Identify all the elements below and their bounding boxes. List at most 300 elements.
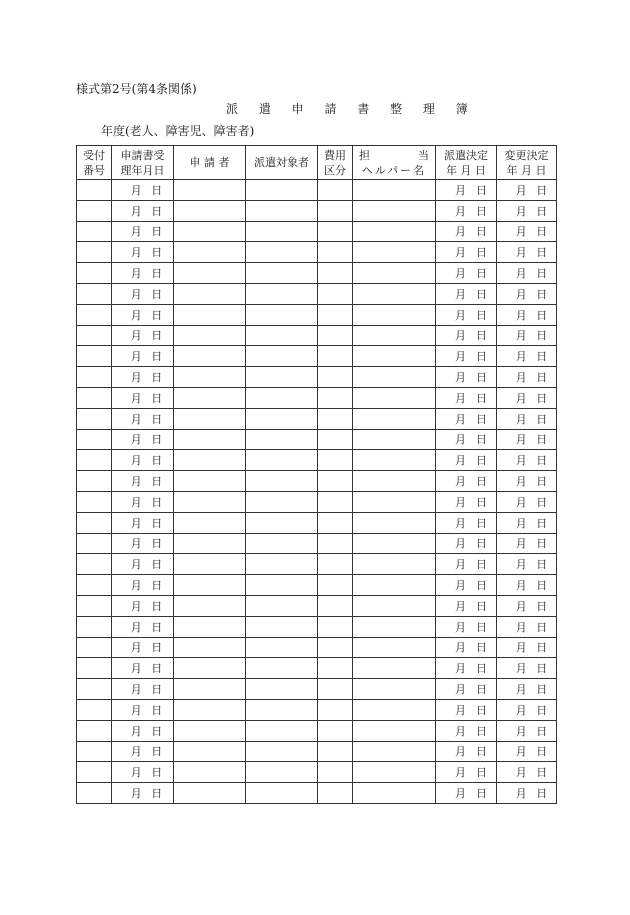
receipt-number-cell[interactable] (77, 200, 112, 221)
day-label: 日 (476, 412, 487, 426)
day-label: 日 (536, 703, 548, 717)
applicant-cell[interactable] (174, 699, 246, 720)
receipt-date-cell[interactable] (112, 429, 174, 450)
receipt-date-cell[interactable] (112, 575, 174, 596)
table-row (77, 554, 557, 575)
receipt-date-cell[interactable] (112, 658, 174, 679)
month-label: 月 (515, 537, 527, 551)
dispatch-decision-date-cell[interactable] (436, 387, 497, 408)
cost-category-cell[interactable] (318, 533, 353, 554)
cost-category-cell[interactable] (318, 346, 353, 367)
month-label: 月 (455, 766, 466, 780)
receipt-number-cell[interactable] (77, 367, 112, 388)
receipt-number-cell[interactable] (77, 387, 112, 408)
change-decision-date-cell[interactable] (497, 221, 557, 242)
dispatch-decision-date-cell[interactable] (436, 720, 497, 741)
receipt-date-cell[interactable] (112, 512, 174, 533)
cost-category-cell[interactable] (318, 658, 353, 679)
change-decision-date-cell[interactable] (497, 762, 557, 783)
receipt-number-cell[interactable] (77, 221, 112, 242)
dispatch-target-cell[interactable] (246, 720, 318, 741)
assigned-helper-cell[interactable] (353, 616, 436, 637)
table-row (77, 616, 557, 637)
receipt-date-cell[interactable] (112, 679, 174, 700)
cost-category-cell[interactable] (318, 180, 353, 201)
receipt-date-cell[interactable] (112, 554, 174, 575)
month-label: 月 (515, 183, 527, 197)
assigned-helper-cell[interactable] (353, 679, 436, 700)
day-label: 日 (476, 475, 487, 489)
cost-category-cell[interactable] (318, 367, 353, 388)
month-label: 月 (455, 475, 466, 489)
receipt-number-cell[interactable] (77, 637, 112, 658)
cost-category-cell[interactable] (318, 283, 353, 304)
day-label: 日 (536, 724, 548, 738)
receipt-date-cell[interactable] (112, 595, 174, 616)
cost-category-cell[interactable] (318, 387, 353, 408)
applicant-cell[interactable] (174, 387, 246, 408)
dispatch-target-cell[interactable] (246, 242, 318, 263)
receipt-number-cell[interactable] (77, 408, 112, 429)
month-label: 月 (455, 225, 466, 239)
receipt-date-cell[interactable] (112, 699, 174, 720)
dispatch-target-cell[interactable] (246, 533, 318, 554)
day-label: 日 (536, 225, 548, 239)
dispatch-decision-date-cell[interactable] (436, 263, 497, 284)
applicant-cell[interactable] (174, 741, 246, 762)
receipt-number-cell[interactable] (77, 783, 112, 804)
dispatch-decision-date-cell[interactable] (436, 471, 497, 492)
assigned-helper-cell[interactable] (353, 408, 436, 429)
dispatch-target-cell[interactable] (246, 471, 318, 492)
assigned-helper-cell[interactable] (353, 720, 436, 741)
receipt-number-cell[interactable] (77, 512, 112, 533)
dispatch-target-cell[interactable] (246, 554, 318, 575)
month-label: 月 (130, 724, 142, 738)
receipt-date-cell[interactable] (112, 762, 174, 783)
change-decision-date-cell[interactable] (497, 367, 557, 388)
receipt-date-cell[interactable] (112, 408, 174, 429)
change-decision-date-cell[interactable] (497, 346, 557, 367)
cost-category-cell[interactable] (318, 720, 353, 741)
dispatch-decision-date-cell[interactable] (436, 242, 497, 263)
table-row (77, 242, 557, 263)
assigned-helper-cell[interactable] (353, 741, 436, 762)
applicant-cell[interactable] (174, 595, 246, 616)
dispatch-decision-date-cell[interactable] (436, 180, 497, 201)
change-decision-date-cell[interactable] (497, 283, 557, 304)
day-label: 日 (476, 724, 487, 738)
assigned-helper-cell[interactable] (353, 491, 436, 512)
receipt-number-cell[interactable] (77, 658, 112, 679)
cost-category-cell[interactable] (318, 554, 353, 575)
assigned-helper-cell[interactable] (353, 595, 436, 616)
dispatch-target-cell[interactable] (246, 387, 318, 408)
cost-category-cell[interactable] (318, 637, 353, 658)
change-decision-date-cell[interactable] (497, 658, 557, 679)
assigned-helper-cell[interactable] (353, 533, 436, 554)
day-label: 日 (536, 183, 548, 197)
month-label: 月 (515, 620, 527, 634)
receipt-date-cell[interactable] (112, 741, 174, 762)
receipt-number-cell[interactable] (77, 720, 112, 741)
applicant-cell[interactable] (174, 450, 246, 471)
receipt-date-cell[interactable] (112, 221, 174, 242)
change-decision-date-cell[interactable] (497, 616, 557, 637)
assigned-helper-cell[interactable] (353, 783, 436, 804)
dispatch-decision-date-cell[interactable] (436, 575, 497, 596)
change-decision-date-cell[interactable] (497, 429, 557, 450)
dispatch-target-cell[interactable] (246, 263, 318, 284)
table-row (77, 658, 557, 679)
month-label: 月 (130, 683, 142, 697)
assigned-helper-cell[interactable] (353, 304, 436, 325)
cost-category-cell[interactable] (318, 221, 353, 242)
cost-category-cell[interactable] (318, 575, 353, 596)
receipt-date-cell[interactable] (112, 720, 174, 741)
table-row (77, 595, 557, 616)
receipt-number-cell[interactable] (77, 471, 112, 492)
applicant-cell[interactable] (174, 679, 246, 700)
month-label: 月 (130, 745, 142, 759)
cost-category-cell[interactable] (318, 408, 353, 429)
assigned-helper-cell[interactable] (353, 762, 436, 783)
day-label: 日 (476, 287, 487, 301)
receipt-number-cell[interactable] (77, 533, 112, 554)
dispatch-decision-date-cell[interactable] (436, 512, 497, 533)
dispatch-decision-date-cell[interactable] (436, 699, 497, 720)
dispatch-target-cell[interactable] (246, 200, 318, 221)
assigned-helper-cell[interactable] (353, 367, 436, 388)
dispatch-decision-date-cell[interactable] (436, 783, 497, 804)
application-register-table (76, 145, 557, 804)
assigned-helper-cell[interactable] (353, 575, 436, 596)
dispatch-target-cell[interactable] (246, 575, 318, 596)
receipt-date-cell[interactable] (112, 471, 174, 492)
dispatch-target-cell[interactable] (246, 595, 318, 616)
dispatch-target-cell[interactable] (246, 408, 318, 429)
dispatch-target-cell[interactable] (246, 616, 318, 637)
applicant-cell[interactable] (174, 304, 246, 325)
change-decision-date-cell[interactable] (497, 200, 557, 221)
change-decision-date-cell[interactable] (497, 512, 557, 533)
fiscal-year-line: 年度(老人、障害児、障害者) (101, 124, 255, 138)
applicant-cell[interactable] (174, 471, 246, 492)
dispatch-decision-date-cell[interactable] (436, 346, 497, 367)
dispatch-decision-date-cell[interactable] (436, 616, 497, 637)
receipt-number-cell[interactable] (77, 325, 112, 346)
day-label: 日 (476, 787, 487, 800)
applicant-cell[interactable] (174, 575, 246, 596)
dispatch-target-cell[interactable] (246, 346, 318, 367)
assigned-helper-cell[interactable] (353, 325, 436, 346)
dispatch-target-cell[interactable] (246, 762, 318, 783)
assigned-helper-cell[interactable] (353, 658, 436, 679)
day-label: 日 (151, 308, 163, 322)
receipt-number-cell[interactable] (77, 762, 112, 783)
applicant-cell[interactable] (174, 554, 246, 575)
cost-category-cell[interactable] (318, 741, 353, 762)
change-decision-date-cell[interactable] (497, 387, 557, 408)
day-label: 日 (536, 267, 548, 281)
dispatch-decision-date-cell[interactable] (436, 450, 497, 471)
day-label: 日 (536, 641, 548, 655)
day-label: 日 (476, 516, 487, 530)
dispatch-decision-date-cell[interactable] (436, 325, 497, 346)
dispatch-target-cell[interactable] (246, 367, 318, 388)
month-label: 月 (455, 745, 466, 759)
day-label: 日 (476, 308, 487, 322)
receipt-number-cell[interactable] (77, 283, 112, 304)
assigned-helper-cell[interactable] (353, 387, 436, 408)
dispatch-decision-date-cell[interactable] (436, 304, 497, 325)
month-label: 月 (455, 641, 466, 655)
dispatch-target-cell[interactable] (246, 637, 318, 658)
applicant-cell[interactable] (174, 616, 246, 637)
applicant-cell[interactable] (174, 367, 246, 388)
receipt-date-cell[interactable] (112, 387, 174, 408)
change-decision-date-cell[interactable] (497, 242, 557, 263)
dispatch-target-cell[interactable] (246, 658, 318, 679)
dispatch-target-cell[interactable] (246, 450, 318, 471)
dispatch-decision-date-cell[interactable] (436, 533, 497, 554)
day-label: 日 (476, 183, 487, 197)
dispatch-decision-date-cell[interactable] (436, 429, 497, 450)
receipt-date-cell[interactable] (112, 180, 174, 201)
assigned-helper-cell[interactable] (353, 450, 436, 471)
dispatch-decision-date-cell[interactable] (436, 679, 497, 700)
applicant-cell[interactable] (174, 263, 246, 284)
day-label: 日 (536, 662, 548, 676)
applicant-cell[interactable] (174, 242, 246, 263)
applicant-cell[interactable] (174, 658, 246, 679)
receipt-number-cell[interactable] (77, 263, 112, 284)
cost-category-cell[interactable] (318, 450, 353, 471)
dispatch-target-cell[interactable] (246, 283, 318, 304)
assigned-helper-cell[interactable] (353, 429, 436, 450)
cost-category-cell[interactable] (318, 325, 353, 346)
table-row (77, 387, 557, 408)
assigned-helper-cell[interactable] (353, 699, 436, 720)
receipt-date-cell[interactable] (112, 367, 174, 388)
cost-category-cell[interactable] (318, 783, 353, 804)
change-decision-date-cell[interactable] (497, 450, 557, 471)
applicant-cell[interactable] (174, 180, 246, 201)
receipt-number-cell[interactable] (77, 450, 112, 471)
change-decision-date-cell[interactable] (497, 471, 557, 492)
change-decision-date-cell[interactable] (497, 595, 557, 616)
receipt-date-cell[interactable] (112, 533, 174, 554)
change-decision-date-cell[interactable] (497, 783, 557, 804)
cost-category-cell[interactable] (318, 512, 353, 533)
cost-category-cell[interactable] (318, 616, 353, 637)
day-label: 日 (536, 620, 548, 634)
assigned-helper-cell[interactable] (353, 180, 436, 201)
month-label: 月 (130, 246, 142, 260)
applicant-cell[interactable] (174, 283, 246, 304)
cost-category-cell[interactable] (318, 595, 353, 616)
assigned-helper-cell[interactable] (353, 263, 436, 284)
change-decision-date-cell[interactable] (497, 575, 557, 596)
cost-category-cell[interactable] (318, 304, 353, 325)
dispatch-target-cell[interactable] (246, 325, 318, 346)
receipt-number-cell[interactable] (77, 242, 112, 263)
day-label: 日 (536, 204, 548, 218)
dispatch-decision-date-cell[interactable] (436, 554, 497, 575)
applicant-cell[interactable] (174, 325, 246, 346)
assigned-helper-cell[interactable] (353, 242, 436, 263)
receipt-date-cell[interactable] (112, 637, 174, 658)
month-label: 月 (130, 308, 142, 322)
cost-category-cell[interactable] (318, 471, 353, 492)
applicant-cell[interactable] (174, 533, 246, 554)
assigned-helper-cell[interactable] (353, 554, 436, 575)
cost-category-cell[interactable] (318, 491, 353, 512)
cost-category-cell[interactable] (318, 242, 353, 263)
change-decision-date-cell[interactable] (497, 533, 557, 554)
receipt-number-cell[interactable] (77, 346, 112, 367)
month-label: 月 (515, 454, 527, 468)
receipt-date-cell[interactable] (112, 325, 174, 346)
assigned-helper-cell[interactable] (353, 346, 436, 367)
change-decision-date-cell[interactable] (497, 304, 557, 325)
assigned-helper-cell[interactable] (353, 221, 436, 242)
receipt-date-cell[interactable] (112, 304, 174, 325)
dispatch-target-cell[interactable] (246, 491, 318, 512)
assigned-helper-cell[interactable] (353, 512, 436, 533)
month-label: 月 (455, 703, 466, 717)
dispatch-decision-date-cell[interactable] (436, 658, 497, 679)
assigned-helper-cell[interactable] (353, 283, 436, 304)
receipt-number-cell[interactable] (77, 741, 112, 762)
table-row (77, 180, 557, 201)
month-label: 月 (515, 724, 527, 738)
receipt-number-cell[interactable] (77, 180, 112, 201)
day-label: 日 (151, 433, 163, 447)
change-decision-date-cell[interactable] (497, 408, 557, 429)
receipt-number-cell[interactable] (77, 595, 112, 616)
day-label: 日 (151, 475, 163, 489)
dispatch-decision-date-cell[interactable] (436, 221, 497, 242)
receipt-date-cell[interactable] (112, 200, 174, 221)
dispatch-target-cell[interactable] (246, 699, 318, 720)
day-label: 日 (536, 579, 548, 593)
cost-category-cell[interactable] (318, 699, 353, 720)
cost-category-cell[interactable] (318, 679, 353, 700)
receipt-number-cell[interactable] (77, 699, 112, 720)
assigned-helper-cell[interactable] (353, 471, 436, 492)
change-decision-date-cell[interactable] (497, 554, 557, 575)
cost-category-cell[interactable] (318, 429, 353, 450)
dispatch-target-cell[interactable] (246, 221, 318, 242)
applicant-cell[interactable] (174, 221, 246, 242)
receipt-date-cell[interactable] (112, 346, 174, 367)
month-label: 月 (515, 599, 527, 613)
applicant-cell[interactable] (174, 408, 246, 429)
applicant-cell[interactable] (174, 637, 246, 658)
receipt-number-cell[interactable] (77, 679, 112, 700)
assigned-helper-cell[interactable] (353, 200, 436, 221)
cost-category-cell[interactable] (318, 200, 353, 221)
receipt-date-cell[interactable] (112, 450, 174, 471)
month-label: 月 (455, 391, 466, 405)
dispatch-target-cell[interactable] (246, 180, 318, 201)
change-decision-date-cell[interactable] (497, 720, 557, 741)
month-label: 月 (455, 308, 466, 322)
receipt-number-cell[interactable] (77, 575, 112, 596)
receipt-number-cell[interactable] (77, 491, 112, 512)
dispatch-decision-date-cell[interactable] (436, 408, 497, 429)
receipt-date-cell[interactable] (112, 783, 174, 804)
applicant-cell[interactable] (174, 783, 246, 804)
day-label: 日 (476, 329, 487, 343)
dispatch-decision-date-cell[interactable] (436, 741, 497, 762)
applicant-cell[interactable] (174, 512, 246, 533)
applicant-cell[interactable] (174, 429, 246, 450)
day-label: 日 (536, 454, 548, 468)
applicant-cell[interactable] (174, 346, 246, 367)
dispatch-target-cell[interactable] (246, 512, 318, 533)
month-label: 月 (130, 787, 142, 800)
receipt-date-cell[interactable] (112, 491, 174, 512)
change-decision-date-cell[interactable] (497, 741, 557, 762)
applicant-cell[interactable] (174, 762, 246, 783)
applicant-cell[interactable] (174, 200, 246, 221)
dispatch-decision-date-cell[interactable] (436, 200, 497, 221)
change-decision-date-cell[interactable] (497, 263, 557, 284)
receipt-number-cell[interactable] (77, 616, 112, 637)
month-label: 月 (515, 787, 527, 800)
receipt-date-cell[interactable] (112, 263, 174, 284)
dispatch-target-cell[interactable] (246, 783, 318, 804)
dispatch-decision-date-cell[interactable] (436, 595, 497, 616)
receipt-date-cell[interactable] (112, 283, 174, 304)
day-label: 日 (536, 475, 548, 489)
change-decision-date-cell[interactable] (497, 679, 557, 700)
applicant-cell[interactable] (174, 491, 246, 512)
table-row (77, 679, 557, 700)
receipt-number-cell[interactable] (77, 304, 112, 325)
receipt-date-cell[interactable] (112, 242, 174, 263)
dispatch-target-cell[interactable] (246, 679, 318, 700)
receipt-date-cell[interactable] (112, 616, 174, 637)
dispatch-decision-date-cell[interactable] (436, 762, 497, 783)
table-row (77, 512, 557, 533)
dispatch-target-cell[interactable] (246, 304, 318, 325)
dispatch-decision-date-cell[interactable] (436, 491, 497, 512)
change-decision-date-cell[interactable] (497, 180, 557, 201)
applicant-cell[interactable] (174, 720, 246, 741)
dispatch-decision-date-cell[interactable] (436, 367, 497, 388)
change-decision-date-cell[interactable] (497, 325, 557, 346)
change-decision-date-cell[interactable] (497, 699, 557, 720)
assigned-helper-cell[interactable] (353, 637, 436, 658)
dispatch-decision-date-cell[interactable] (436, 637, 497, 658)
dispatch-target-cell[interactable] (246, 741, 318, 762)
change-decision-date-cell[interactable] (497, 491, 557, 512)
month-label: 月 (515, 683, 527, 697)
day-label: 日 (151, 454, 163, 468)
change-decision-date-cell[interactable] (497, 637, 557, 658)
cost-category-cell[interactable] (318, 762, 353, 783)
cost-category-cell[interactable] (318, 263, 353, 284)
receipt-number-cell[interactable] (77, 554, 112, 575)
dispatch-decision-date-cell[interactable] (436, 283, 497, 304)
day-label: 日 (151, 516, 163, 530)
month-label: 月 (515, 495, 527, 509)
dispatch-target-cell[interactable] (246, 429, 318, 450)
receipt-number-cell[interactable] (77, 429, 112, 450)
